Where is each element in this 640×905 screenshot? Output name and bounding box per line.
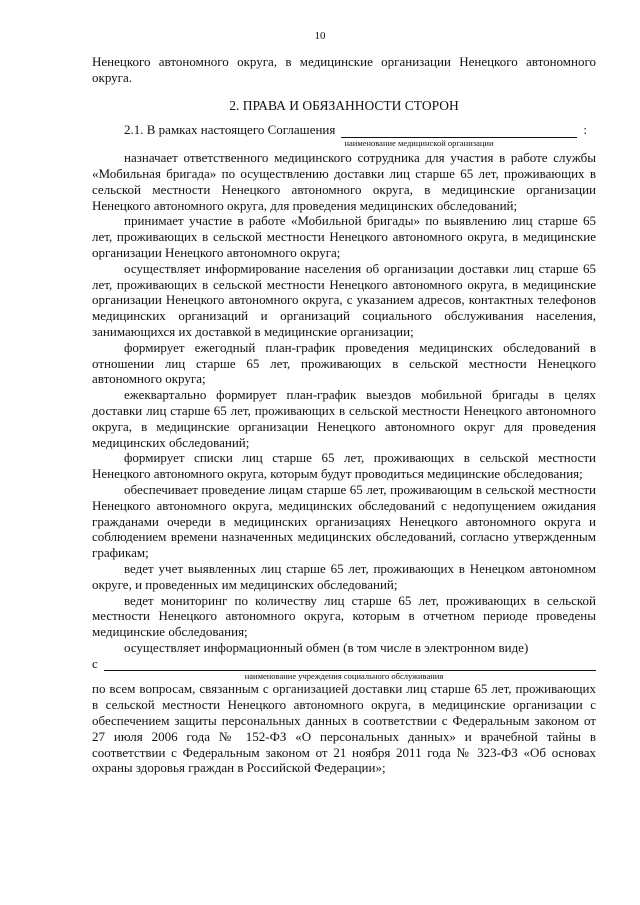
- item-paragraph: ежеквартально формирует план-график выездов мобильной бригады в целях доставки лиц старше 65 лет, проживающих в сельской местности Ненецкого автономного округа, в медицинские организации Ненецкого автономного округ для проведения медицинских обследований;: [92, 387, 596, 450]
- item-paragraph: формирует списки лиц старше 65 лет, проживающих в сельской местности Ненецкого автономного округа, которым будут проводиться медицинские обследования;: [92, 450, 596, 482]
- intro-paragraph: Ненецкого автономного округа, в медицинские организации Ненецкого автономного округа.: [92, 54, 596, 85]
- clause-colon: :: [583, 122, 587, 138]
- clause-lead-row: [92, 122, 596, 138]
- item-paragraph: ведет мониторинг по количеству лиц старше 65 лет, проживающих в сельской местности Ненецкого автономного округа, которым в отчетном периоде проведены медицинские обследования;: [92, 592, 596, 640]
- item-paragraph: осуществляет информационный обмен (в том числе в электронном виде): [124, 639, 529, 655]
- page-number: 10: [314, 30, 326, 42]
- section-heading: 2. ПРАВА И ОБЯЗАННОСТИ СТОРОН: [229, 97, 459, 113]
- item-paragraph: обеспечивает проведение лицам старше 65 лет, проживающим в сельской местности Ненецкого автономного округа, медицинских обследований с недопущением ожидания гражданами очереди в медицинских организациях Ненецкого автономного округа и соблюдением времени назначенных медицинских обследований, согласно утвержденным графикам;: [92, 481, 596, 561]
- exchange-prefix: с: [92, 655, 98, 671]
- blank-line-medical-org: [341, 126, 577, 138]
- item-paragraph: ведет учет выявленных лиц старше 65 лет, проживающих в Ненецком автономном округе, и проведенных им медицинских обследований;: [92, 560, 596, 592]
- item-paragraph: формирует ежегодный план-график проведения медицинских обследований в отношении лиц старше 65 лет, проживающих в сельской местности Ненецкого автономного округа;: [92, 339, 596, 387]
- clause-lead: 2.1. В рамках настоящего Соглашения: [124, 122, 336, 138]
- exchange-row: [92, 656, 596, 672]
- blank-line-social-service: [104, 659, 596, 671]
- caption-social-service: наименование учреждения социального обслуживания: [244, 671, 444, 682]
- exchange-paragraph: по всем вопросам, связанным с организацией доставки лиц старше 65 лет, проживающих в сельской местности Ненецкого автономного округа, в медицинские организации с обеспечением защиты персональных данных в соответствии с Федеральным законом от 27 июля 2006 года № 152-ФЗ «О персональных данных» и врачебной тайны в соответствии с Федеральным законом от 21 ноября 2011 года № 323-ФЗ «Об основах охраны здоровья граждан в Российской Федерации»;: [92, 681, 596, 776]
- item-paragraph: назначает ответственного медицинского сотрудника для участия в работе службы «Мобильная бригада» по осуществлению доставки лиц старше 65 лет, проживающих в сельской местности Ненецкого автономного округа, в медицинские организации Ненецкого автономного округа, для проведения медицинских обследований;: [92, 150, 596, 213]
- caption-medical-org: наименование медицинской организации: [344, 138, 494, 149]
- item-paragraph: принимает участие в работе «Мобильной бригады» по выявлению лиц старше 65 лет, проживающих в сельской местности Ненецкого автономного округа, в медицинские организации Ненецкого автономного округа;: [92, 213, 596, 260]
- item-paragraph: осуществляет информирование населения об организации доставки лиц старше 65 лет, проживающих в сельской местности Ненецкого автономного округа, в медицинские организации Ненецкого автономного округа, с указанием адресов, контактных телефонов медицинских организаций и организаций социального обслуживания населения, занимающихся их доставкой в медицинские организации;: [92, 260, 596, 339]
- document-body: [92, 54, 596, 776]
